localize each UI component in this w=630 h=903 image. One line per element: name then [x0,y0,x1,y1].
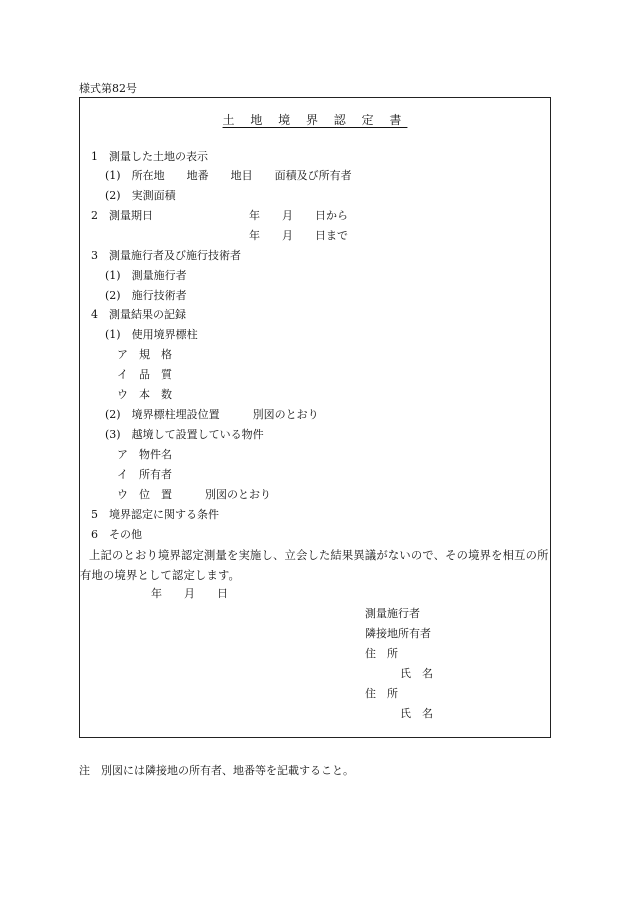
item-3-1: (1) 測量施行者 [105,269,187,282]
document-title-text: 土 地 境 界 認 定 書 [222,113,408,127]
item-4-1: (1) 使用境界標柱 [105,328,198,341]
item-2-to: 年 月 日まで [249,229,348,242]
item-4-3-a: ア 物件名 [117,448,172,461]
certificate-frame [79,97,551,738]
item-2-from: 年 月 日から [249,209,348,222]
name-label-2: 氏 名 [400,707,433,720]
item-1: 1 測量した土地の表示 [91,150,208,163]
name-label-1: 氏 名 [400,667,433,680]
item-6: 6 その他 [91,528,142,541]
address-label-1: 住 所 [365,647,398,660]
address-label-2: 住 所 [365,687,398,700]
item-4-3: (3) 越境して設置している物件 [105,428,264,441]
document-title [80,114,550,126]
form-number: 様式第82号 [79,82,137,95]
item-4-1-a: ア 規 格 [117,348,172,361]
item-4-3-i: イ 所有者 [117,468,172,481]
certification-statement: 上記のとおり境界認定測量を実施し、立会した結果異議がないので、その境界を相互の所有地の境界として認定します。 [80,549,549,582]
surveyor-label: 測量施行者 [365,607,420,620]
item-3: 3 測量施行者及び施行技術者 [91,249,241,262]
item-4-1-u: ウ 本 数 [117,388,172,401]
item-3-2: (2) 施行技術者 [105,289,187,302]
item-2: 2 測量期日 [91,209,153,222]
certification-date: 年 月 日 [151,587,228,600]
item-1-2: (2) 実測面積 [105,189,176,202]
item-4-1-i: イ 品 質 [117,368,172,381]
item-4-3-u: ウ 位 置 別図のとおり [117,488,271,501]
neighbor-owner-label: 隣接地所有者 [365,627,431,640]
footnote: 注 別図には隣接地の所有者、地番等を記載すること。 [79,764,354,777]
item-4-2: (2) 境界標柱埋設位置 別図のとおり [105,408,319,421]
item-1-1: (1) 所在地 地番 地目 面積及び所有者 [105,169,352,182]
item-4: 4 測量結果の記録 [91,308,186,321]
item-5: 5 境界認定に関する条件 [91,508,219,521]
